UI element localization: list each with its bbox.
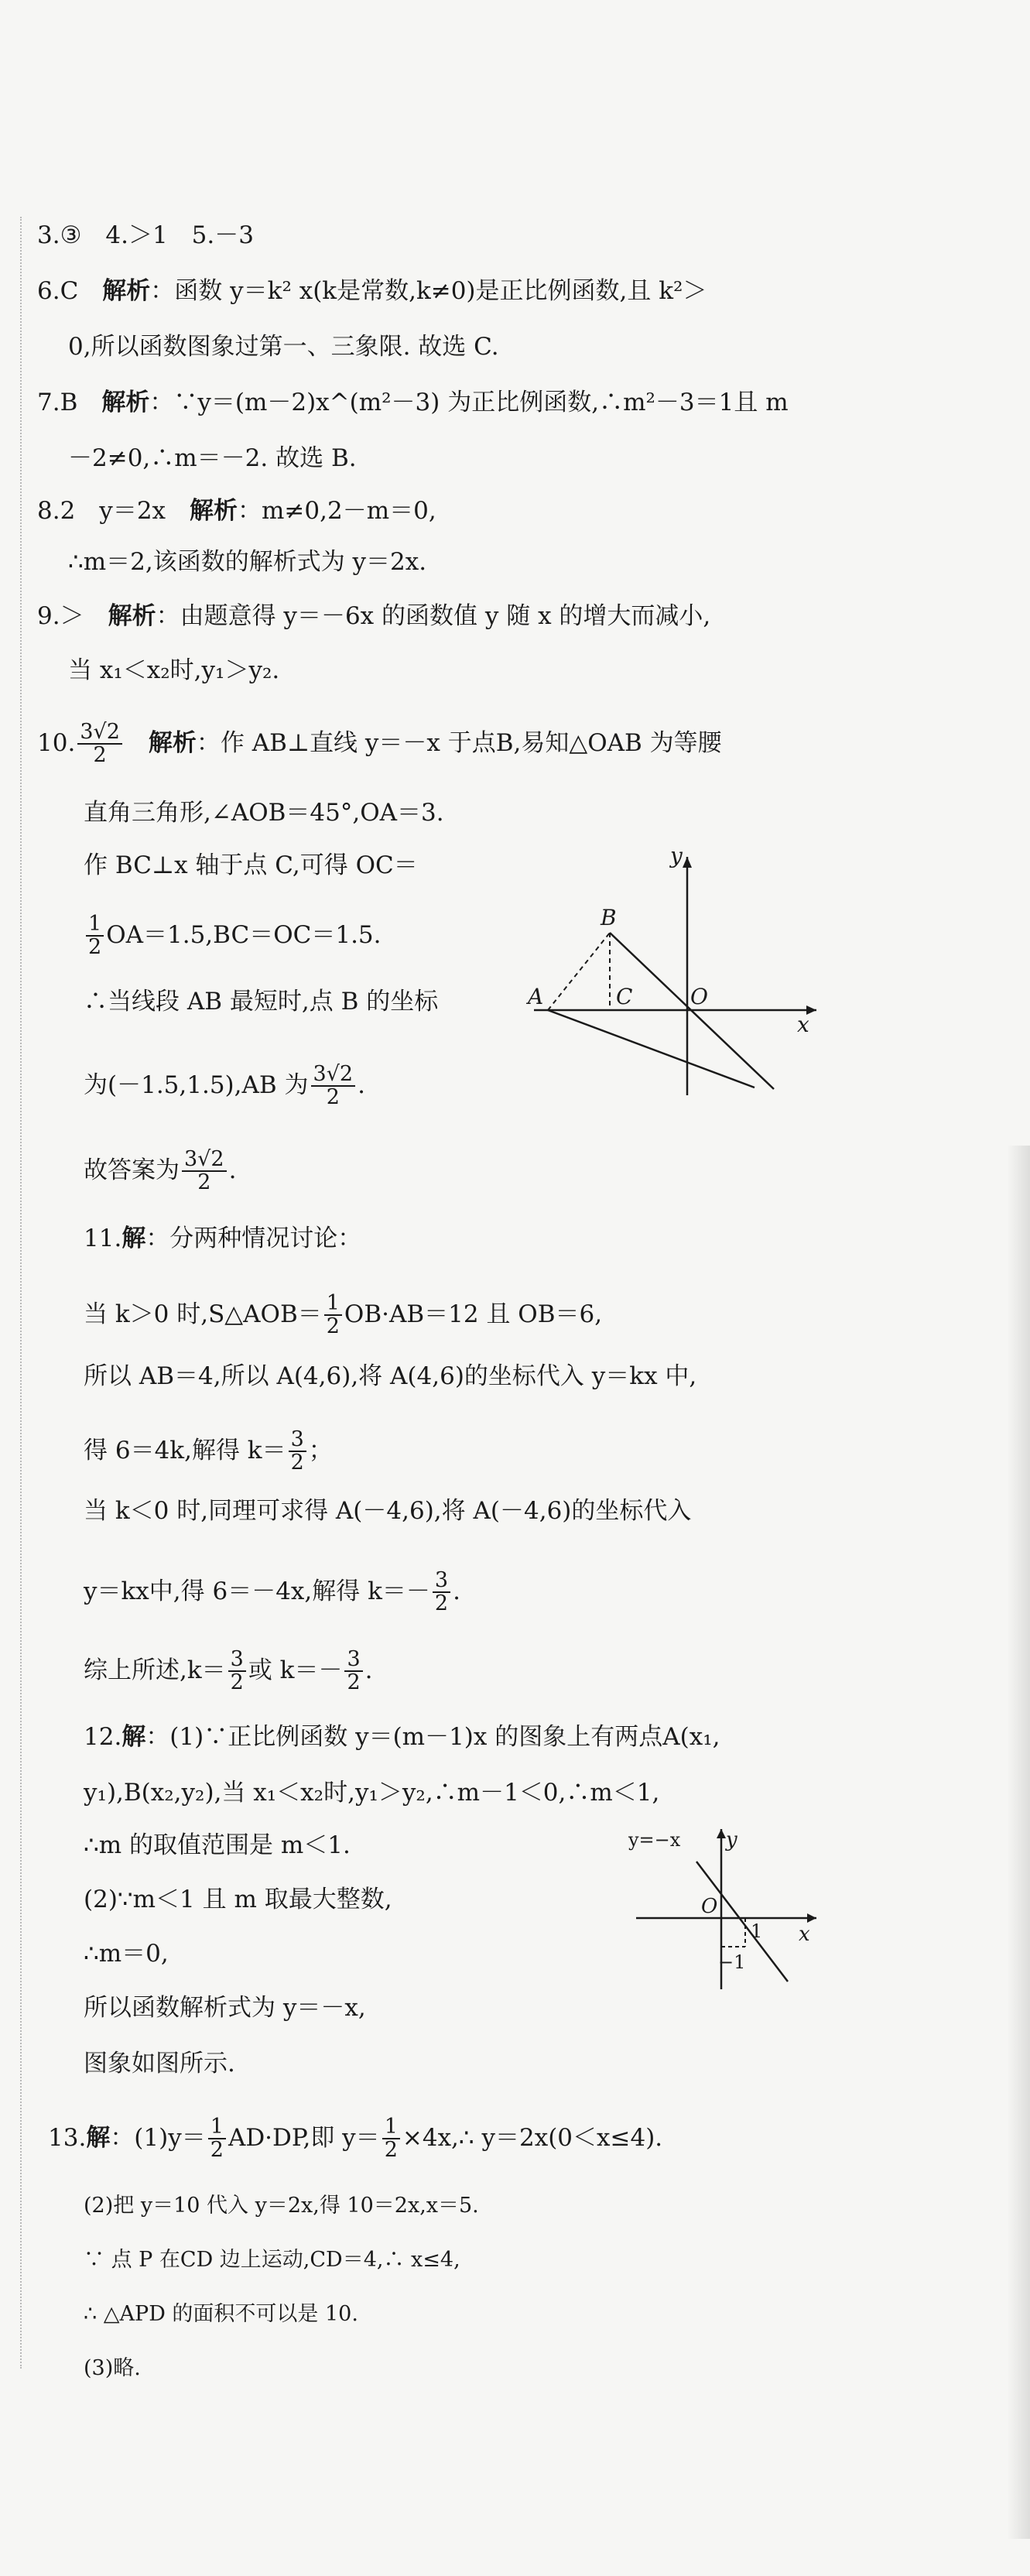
answer-10-line4 [84,913,382,959]
answer-text: ：由题意得 y＝－6x 的函数值 y 随 x 的增大而减小, [156,602,711,630]
answer-text: . [228,1156,237,1184]
answer-text: 得 6＝4k,解得 k＝ [84,1436,286,1464]
answer-text: . [453,1577,460,1605]
answer-10-line5 [84,986,438,1017]
answer-text: 所以 AB＝4,所以 A(4,6),将 A(4,6)的坐标代入 y＝kx 中, [84,1362,697,1390]
answer-text: ∵ 点 P 在CD 边上运动,CD＝4,∴ x≤4, [84,2248,460,2272]
answer-text: ：m≠0,2－m＝0, [238,497,436,525]
answer-text: ×4x,∴ y＝2x(0＜x≤4). [402,2123,663,2152]
y-axis-arrow [717,1829,726,1838]
answer-text: 综上所述,k＝ [84,1656,226,1684]
analysis-keyword: 解析 [101,389,150,416]
analysis-keyword: 解析 [108,602,156,630]
answer-number: 8.2 y＝2x [37,497,166,525]
fraction [311,1064,356,1109]
fraction-numerator: 3 [344,1649,362,1672]
answer-13-line5 [84,2353,141,2384]
fraction [228,1649,246,1694]
answer-text: 当 x₁＜x₂时,y₁＞y₂. [68,656,280,684]
answer-11-line3 [84,1361,696,1392]
fraction-numerator: 3√2 [182,1149,227,1172]
figure-12-diagram [627,1823,828,2009]
answer-text: ：分两种情况讨论： [145,1225,362,1252]
answer-text: ：作 AB⊥直线 y＝－x 于点B,易知△OAB 为等腰 [196,728,722,757]
answer-10-line6 [84,1064,365,1109]
answer-text: . [364,1656,373,1684]
solution-keyword: 解 [121,1723,146,1751]
fraction-numerator: 3√2 [77,721,122,745]
answer-text: ∴m＝2,该函数的解析式为 y＝2x. [68,548,427,576]
answer-text: 或 k＝－ [248,1656,343,1684]
answer-number: 7.B [37,389,78,416]
answer-text: OA＝1.5,BC＝OC＝1.5. [106,920,382,949]
label-B: B [601,905,617,930]
label-x: x [797,1012,809,1037]
answer-12-line2 [84,1777,659,1808]
answer-12-line4 [84,1884,392,1915]
answer-10-line2 [84,797,444,828]
answer-13-line1 [48,2116,662,2162]
fraction [324,1293,342,1338]
answer-9-line1 [37,601,710,632]
fraction-numerator: 3 [228,1649,246,1672]
answer-8-line2 [68,546,426,577]
answer-text: ：∵y＝(m－2)x^(m²－3) 为正比例函数,∴m²－3＝1且 m [149,389,789,416]
answer-number: 9.＞ [37,602,84,630]
answer-text: 当 k＞0 时,S△AOB＝ [84,1300,322,1328]
answer-number: 12. [84,1723,122,1751]
fraction [77,721,122,767]
answer-text: y＝kx中,得 6＝－4x,解得 k＝－ [84,1577,430,1605]
answer-text: 为(－1.5,1.5),AB 为 [84,1070,309,1099]
label-y: y [726,1828,737,1852]
label-function: y=−x [628,1829,681,1851]
answer-text: ∴m＝0, [84,1940,169,1968]
answer-9-line2 [68,655,279,686]
answer-12-line6 [84,1992,366,2023]
solution-keyword: 解 [121,1225,146,1252]
label-neg-one: −1 [718,1951,746,1973]
answer-text: 0,所以函数图象过第一、三象限. 故选 C. [68,333,499,361]
answer-text: ∴m 的取值范围是 m＜1. [84,1831,351,1859]
answer-text: ∴当线段 AB 最短时,点 B 的坐标 [84,988,439,1016]
answer-12-line7 [84,2048,235,2079]
answer-text: 所以函数解析式为 y＝－x, [84,1994,366,2022]
fraction [344,1649,362,1694]
answer-text: AD·DP,即 y＝ [228,2123,380,2152]
answer-text: (2)把 y＝10 代入 y＝2x,得 10＝2x,x＝5. [84,2194,479,2218]
label-C: C [616,984,633,1009]
answer-7-line1 [37,387,789,418]
fraction-numerator: 3 [433,1570,450,1593]
fraction-numerator: 3√2 [311,1064,356,1087]
analysis-keyword: 解析 [148,728,197,757]
fraction [182,1149,227,1194]
answer-13-line3 [84,2245,460,2276]
answer-text: y₁),B(x₂,y₂),当 x₁＜x₂时,y₁＞y₂,∴m－1＜0,∴m＜1, [84,1779,660,1807]
segment-AB [548,933,610,1010]
fraction-numerator: 1 [324,1293,342,1316]
answer-11-line5 [84,1495,691,1526]
solution-keyword: 解 [86,2123,111,2152]
label-one: 1 [751,1920,763,1942]
answer-number: 10. [37,728,76,757]
fraction [208,2116,226,2162]
analysis-keyword: 解析 [190,497,238,525]
answer-text: 图象如图所示. [84,2050,235,2078]
fraction-denominator: 2 [230,1670,244,1695]
answer-3-5 [37,220,254,251]
fraction [382,2116,400,2162]
fraction [86,913,104,959]
figure-10-diagram [518,840,828,1103]
answer-11-line2 [84,1293,602,1338]
fraction-numerator: 1 [382,2116,400,2139]
answer-10-line1 [37,721,722,767]
answer-number: 13. [48,2123,87,2152]
answer-text: ∴ △APD 的面积不可以是 10. [84,2302,358,2326]
answer-13-line2 [84,2191,479,2221]
fraction-denominator: 2 [210,2138,224,2163]
answer-8-line1 [37,495,436,526]
answer-11-line4 [84,1429,333,1475]
answer-6-line1 [37,276,707,307]
answer-text: ； [308,1436,333,1464]
answer-10-line7 [84,1149,236,1194]
answer-text: 故答案为 [84,1156,180,1184]
answer-text: (2)∵m＜1 且 m 取最大整数, [84,1886,392,1913]
answer-10-line3 [84,850,418,881]
answer-text: ：(1)y＝ [110,2123,206,2152]
answer-text: OB·AB＝12 且 OB＝6, [344,1300,603,1328]
label-x: x [799,1923,810,1946]
answer-text: 3.③ 4.＞1 5.－3 [37,221,254,249]
fraction-numerator: 1 [86,913,104,937]
answer-text: (3)略. [84,2356,141,2380]
answer-text: 直角三角形,∠AOB＝45°,OA＝3. [84,799,444,827]
fraction-denominator: 2 [347,1670,361,1695]
fraction-denominator: 2 [290,1451,304,1475]
answer-7-line2 [68,443,357,474]
fraction-denominator: 2 [197,1170,211,1195]
label-O: O [701,1895,718,1918]
answer-text: 当 k＜0 时,同理可求得 A(－4,6),将 A(－4,6)的坐标代入 [84,1497,692,1525]
answer-11-line1 [84,1223,361,1254]
answer-text: . [358,1070,365,1099]
answer-11-line7 [84,1649,373,1694]
answer-text: 作 BC⊥x 轴于点 C,可得 OC＝ [84,851,418,879]
page-edge-shadow [1007,1146,1030,2539]
fraction-denominator: 2 [88,935,102,960]
answer-12-line3 [84,1830,351,1861]
answer-text: ：函数 y＝k² x(k是常数,k≠0)是正比例函数,且 k²＞ [150,277,707,305]
fraction [433,1570,450,1615]
y-axis-arrow [683,857,692,868]
fraction-numerator: 1 [208,2116,226,2139]
answer-text: －2≠0,∴m＝－2. 故选 B. [68,444,357,472]
fraction-denominator: 2 [326,1314,340,1339]
fraction-numerator: 3 [289,1429,306,1452]
answer-number: 6.C [37,277,79,305]
fraction-denominator: 2 [326,1085,340,1110]
answer-12-line1 [84,1721,720,1752]
x-axis-arrow [807,1913,816,1923]
answer-13-line4 [84,2299,358,2330]
answer-11-line6 [84,1570,460,1615]
answer-text: ：(1)∵正比例函数 y＝(m－1)x 的图象上有两点A(x₁, [145,1723,720,1751]
analysis-keyword: 解析 [102,277,151,305]
answer-6-line2 [68,331,499,362]
answer-12-line5 [84,1938,169,1969]
label-y: y [670,843,683,868]
label-A: A [528,984,544,1009]
answer-number: 11. [84,1225,122,1252]
margin-dotted-rule [20,217,22,2369]
fraction-denominator: 2 [384,2138,398,2163]
line-through-A [548,1010,755,1088]
fraction-denominator: 2 [434,1591,449,1616]
fraction-denominator: 2 [93,743,107,768]
fraction [289,1429,306,1475]
label-O: O [690,984,708,1009]
